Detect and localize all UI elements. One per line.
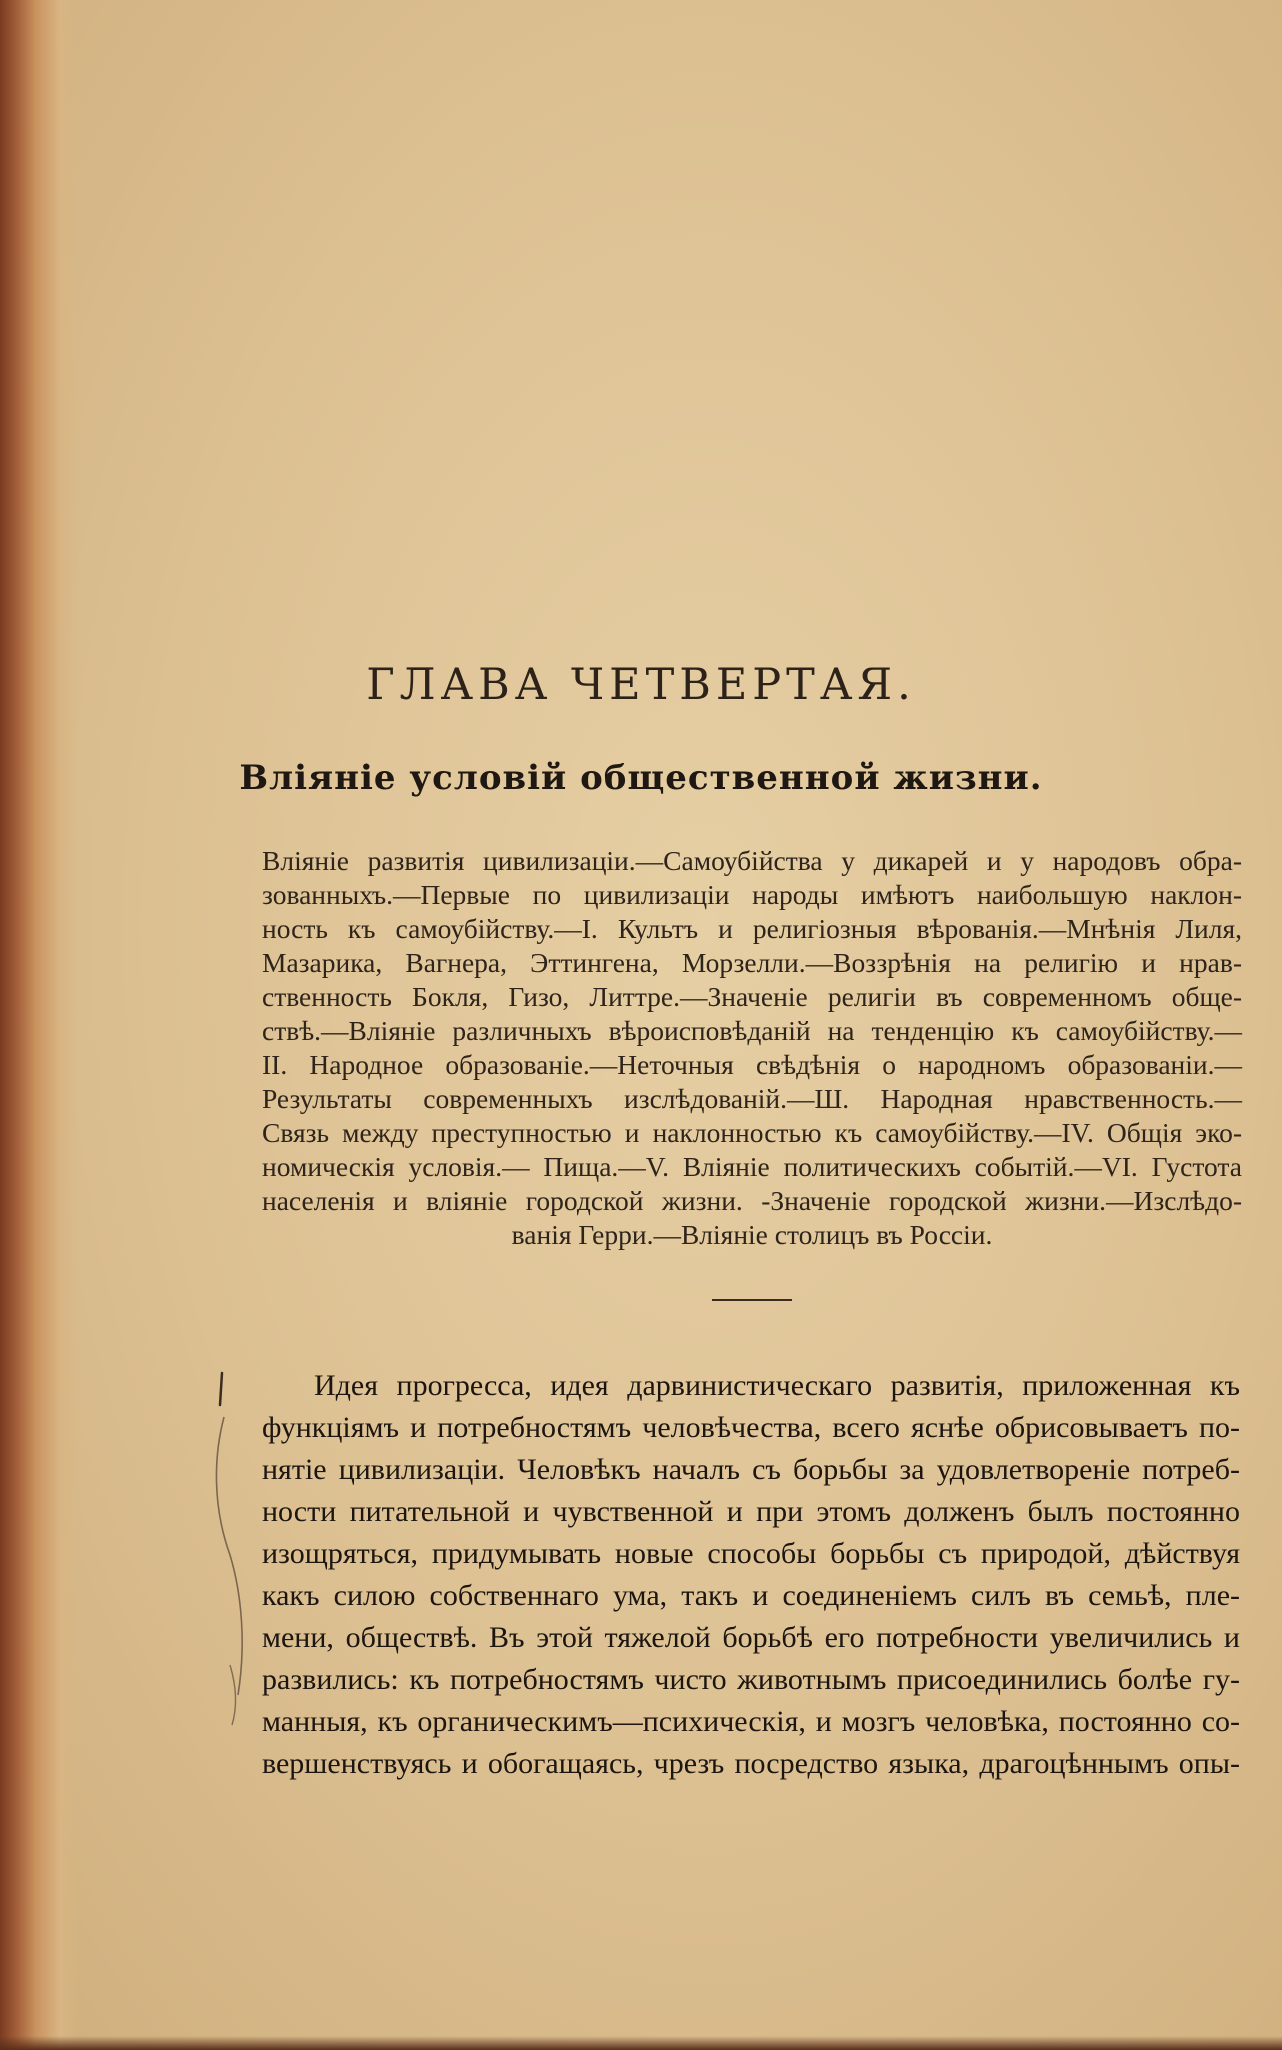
body-line: функціямъ и потребностямъ человѣчества, всего яснѣе обрисовываетъ по-: [262, 1411, 1240, 1444]
summary-line: ванія Герри.—Вліяніе столицъ въ Россіи.: [511, 1219, 993, 1250]
summary-line: номическія условія.— Пища.—V. Вліяніе политическихъ событій.—VI. Густота: [262, 1151, 1242, 1182]
body-text: [262, 1365, 1240, 1785]
body-line: Идея прогресса, идея дарвинистическаго развитія, приложенная къ: [314, 1369, 1240, 1402]
summary-line: Связь между преступностью и наклонностью къ самоубійству.—IV. Общія эко-: [262, 1117, 1242, 1148]
summary-line: зованныхъ.—Первые по цивилизаціи народы имѣютъ наибольшую наклон-: [262, 879, 1242, 910]
chapter-subtitle: Вліяніе условій общественной жизни.: [239, 758, 1043, 798]
summary-line: ствѣ.—Вліяніе различныхъ вѣроисповѣданій на тенденцію къ самоубійству.—: [262, 1015, 1242, 1046]
body-line: изощряться, придумывать новые способы борьбы съ природой, дѣйствуя: [262, 1537, 1240, 1570]
summary-line: ственность Бокля, Гизо, Литтре.—Значеніе религіи въ современномъ обще-: [262, 981, 1242, 1012]
margin-pencil-mark: [212, 1365, 252, 1745]
summary-line: Результаты современныхъ изслѣдованій.—Ш. Народная нравственность.—: [262, 1083, 1242, 1114]
body-line: нятіе цивилизаціи. Человѣкъ началъ съ борьбы за удовлетвореніе потреб-: [262, 1453, 1240, 1486]
section-divider: [712, 1299, 792, 1301]
chapter-title: ГЛАВА ЧЕТВЕРТАЯ.: [366, 660, 916, 710]
book-spine-shadow: [0, 0, 80, 2050]
summary-line: Мазарика, Вагнера, Эттингена, Морзелли.—Воззрѣнія на религію и нрав-: [262, 947, 1242, 978]
chapter-summary: [262, 844, 1242, 1252]
summary-line: II. Народное образованіе.—Неточныя свѣдѣнія о народномъ образованіи.—: [262, 1049, 1242, 1080]
page-bottom-edge: [0, 2036, 1282, 2050]
body-line: вершенствуясь и обогащаясь, чрезъ посредство языка, драгоцѣннымъ опы-: [262, 1747, 1240, 1780]
summary-line: Вліяніе развитія цивилизаціи.—Самоубійства у дикарей и у народовъ обра-: [262, 845, 1242, 876]
summary-line: населенія и вліяніе городской жизни. -Значеніе городской жизни.—Изслѣдо-: [262, 1185, 1242, 1216]
summary-line: ность къ самоубійству.—I. Культъ и религіозныя вѣрованія.—Мнѣнія Лиля,: [262, 913, 1242, 944]
body-line: какъ силою собственнаго ума, такъ и соединеніемъ силъ въ семьѣ, пле-: [262, 1579, 1240, 1612]
body-line: мени, обществѣ. Въ этой тяжелой борьбѣ его потребности увеличились и: [262, 1621, 1240, 1654]
body-line: ности питательной и чувственной и при этомъ долженъ былъ постоянно: [262, 1495, 1240, 1528]
body-line: развились: къ потребностямъ чисто животнымъ присоединились болѣе гу-: [262, 1663, 1240, 1696]
body-line: манныя, къ органическимъ—психическія, и мозгъ человѣка, постоянно со-: [262, 1705, 1240, 1738]
